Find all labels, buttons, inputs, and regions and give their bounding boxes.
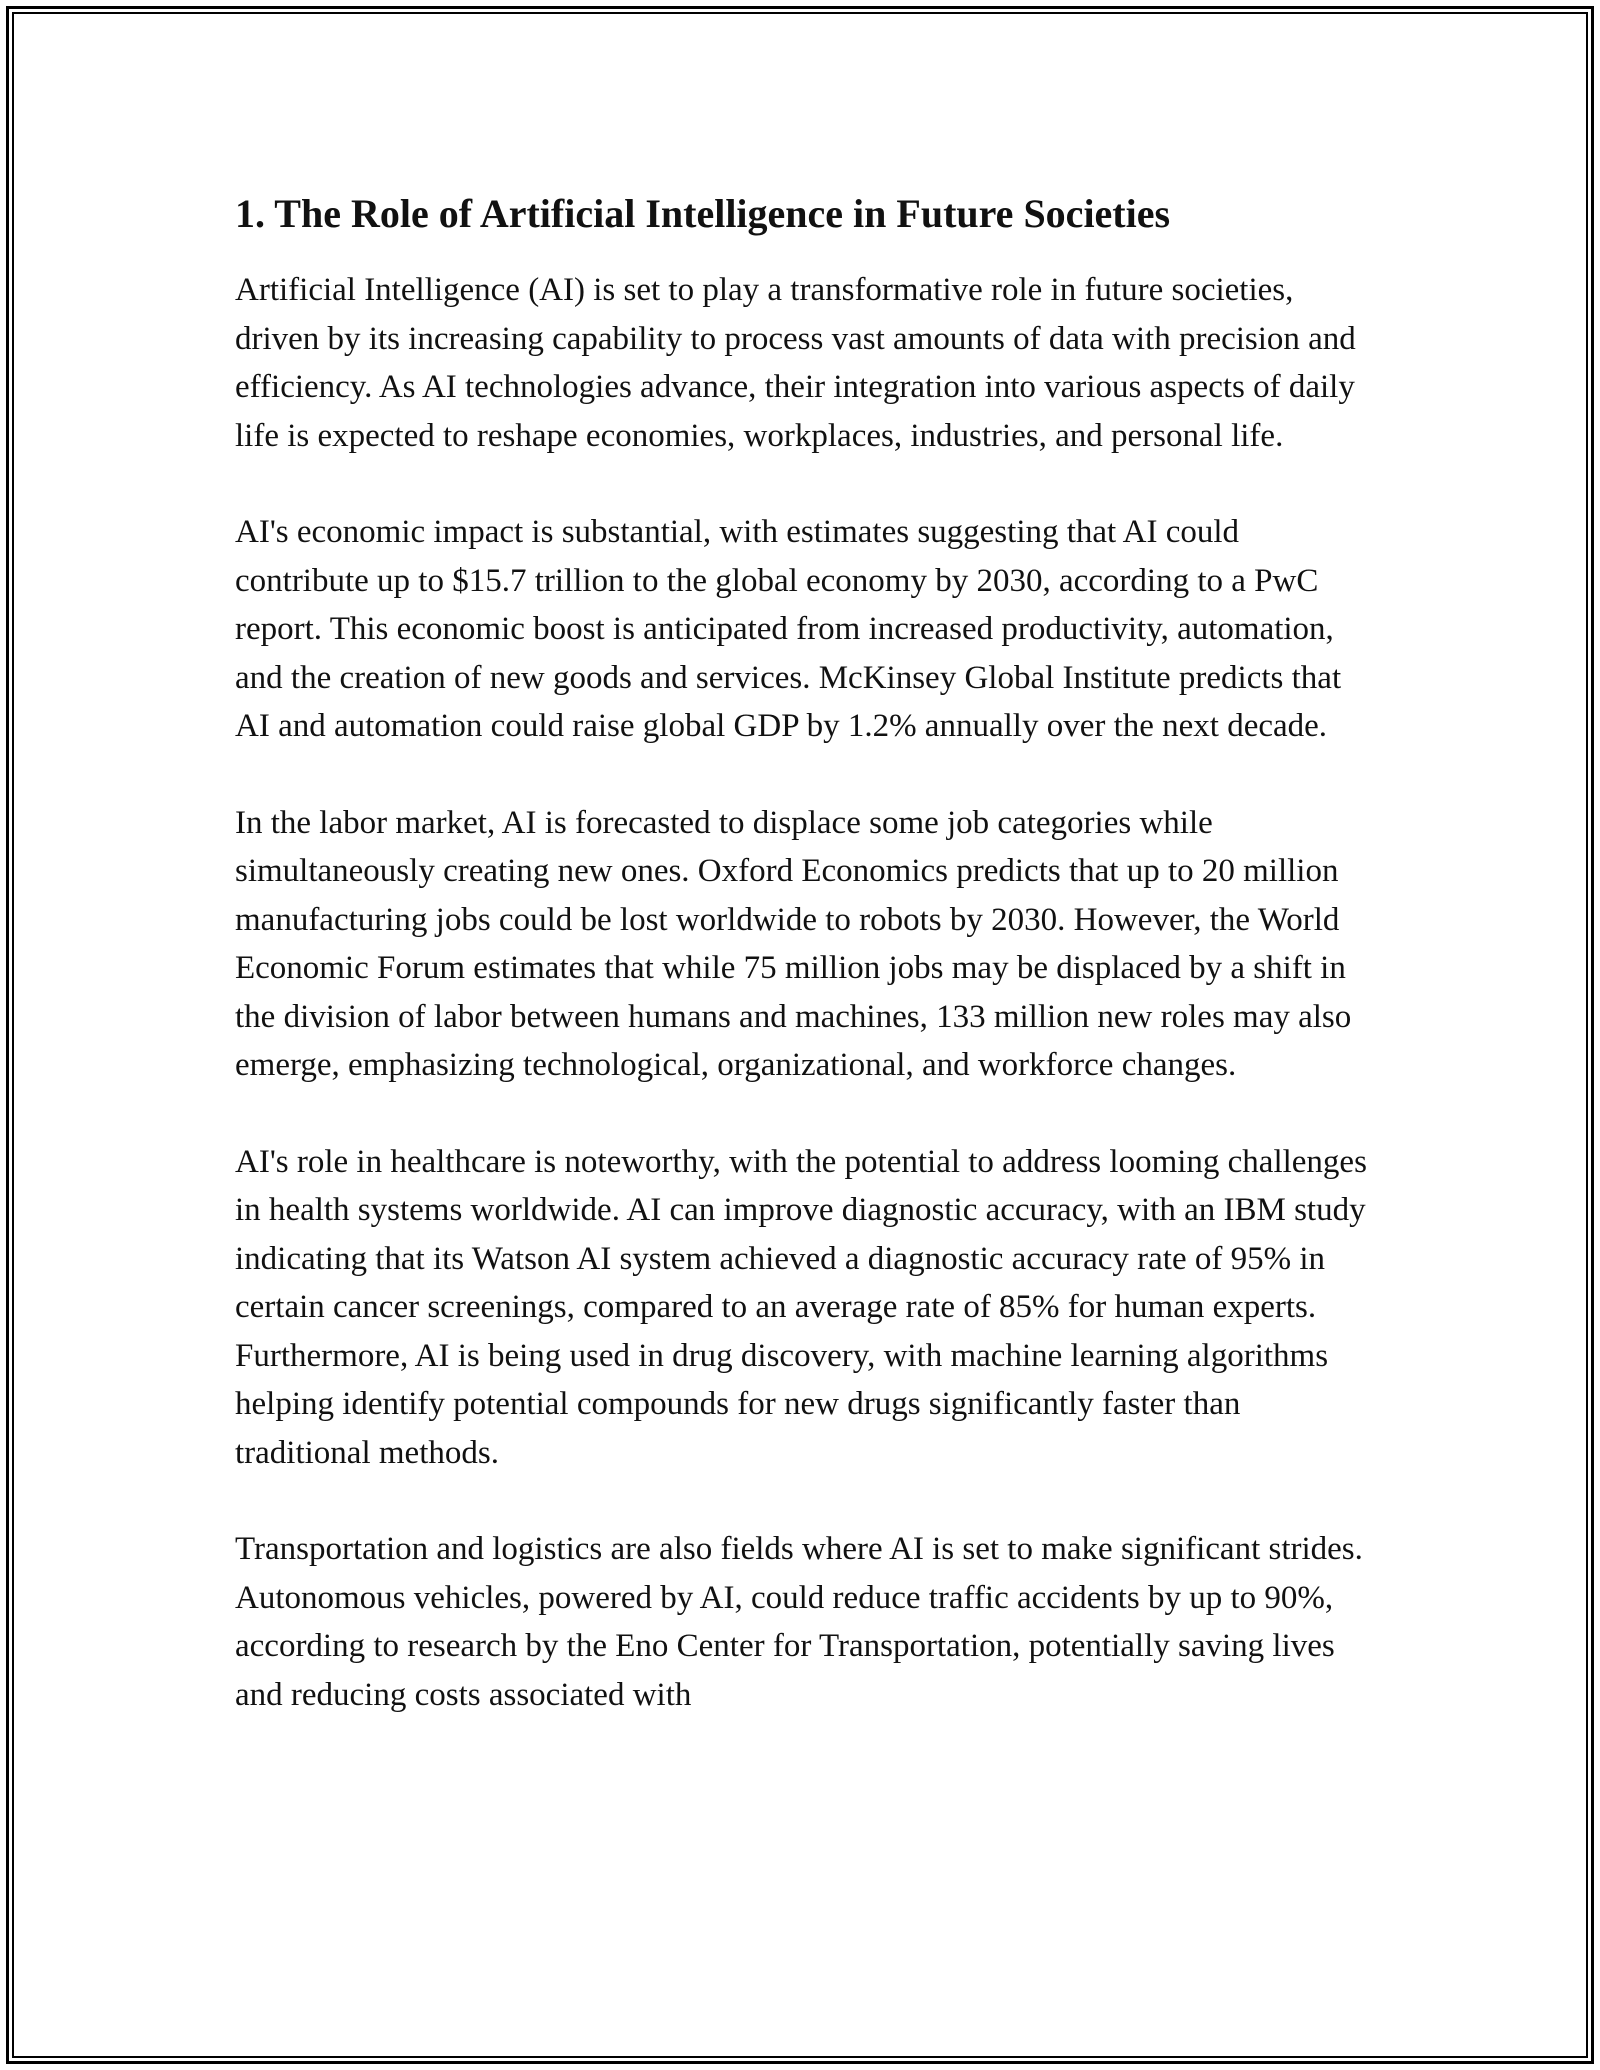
paragraph-economic-impact: AI's economic impact is substantial, with estimates suggesting that AI could contribute up to $15.7 trillion to the global economy by 2030, according to a PwC report. This economic boost is anticipated from increased productivity, automation, and the creation of new goods and services. McKinsey Global Institute predicts that AI and automation could raise global GDP by 1.2% annually over the next decade. <box>235 514 1342 744</box>
paragraph-ai-overview: Artificial Intelligence (AI) is set to play a transformative role in future societies, driven by its increasing capability to process vast amounts of data with precision and efficiency. As AI technologies advance, their integration into various aspects of daily life is expected to reshape economies, workplaces, industries, and personal life. <box>235 272 1356 454</box>
paragraph-healthcare: AI's role in healthcare is noteworthy, with the potential to address looming challenges in health systems worldwide. AI can improve diagnostic accuracy, with an IBM study indicating that its Watson AI system achieved a diagnostic accuracy rate of 95% in certain cancer screenings, compared to an average rate of 85% for human experts. Furthermore, AI is being used in drug discovery, with machine learning algorithms helping identify potential compounds for new drugs significantly faster than traditional methods. <box>235 1143 1367 1471</box>
paragraph-labor-market: In the labor market, AI is forecasted to displace some job categories while simultaneously creating new ones. Oxford Economics predicts that up to 20 million manufacturing jobs could be lost worldwide to robots by 2030. However, the World Economic Forum estimates that while 75 million jobs may be displaced by a shift in the division of labor between humans and machines, 133 million new roles may also emerge, emphasizing technological, organizational, and workforce changes. <box>235 804 1352 1083</box>
section-title: 1. The Role of Artificial Intelligence in Future Societies <box>235 191 1171 236</box>
paragraph-transportation: Transportation and logistics are also fields where AI is set to make significant strides. Autonomous vehicles, powered by AI, could reduce traffic accidents by up to 90%, according to research by the Eno Center for Transportation, potentially saving lives and reducing costs associated with <box>235 1531 1363 1713</box>
document-body <box>235 188 1375 1767</box>
